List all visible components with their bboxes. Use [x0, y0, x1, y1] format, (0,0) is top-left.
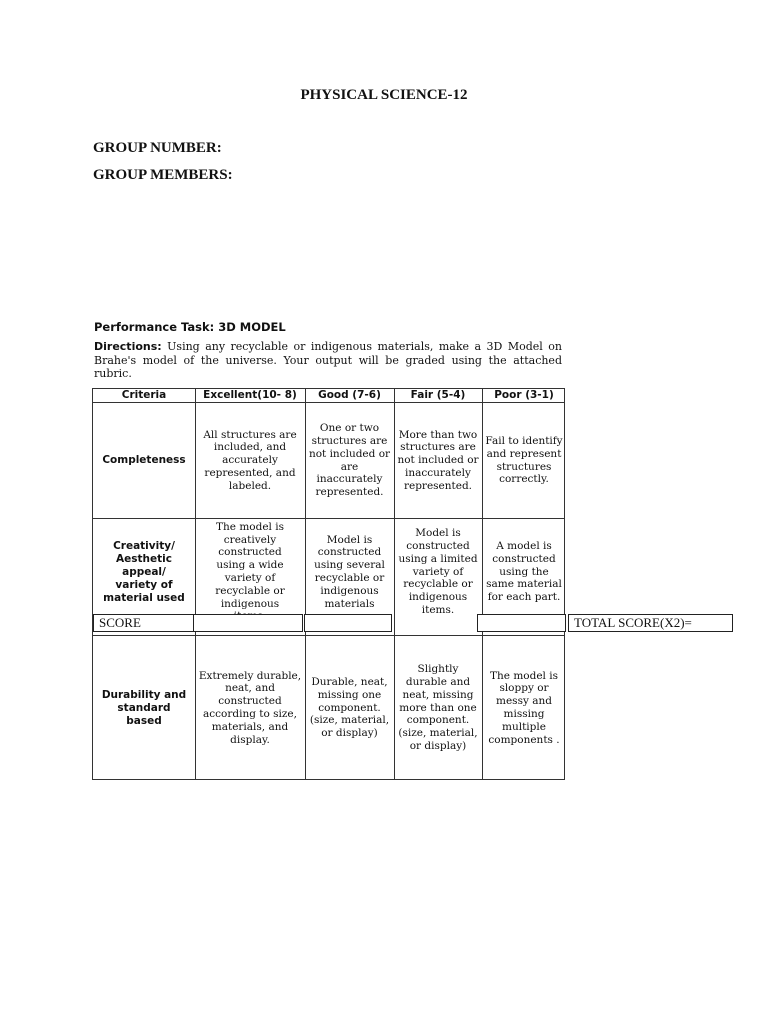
creativity-fair: Model is constructed using a limited variety of recyclable or indigenous items.: [398, 527, 478, 616]
criteria-durability: Durability and standard based: [101, 688, 187, 727]
page-title: PHYSICAL SCIENCE-12: [300, 87, 468, 103]
directions-label: Directions:: [94, 340, 162, 353]
header-poor: Poor (3-1): [494, 389, 554, 402]
criteria-creativity: Creativity/ Aesthetic appeal/ variety of material used: [103, 539, 185, 604]
durability-good: Durable, neat, missing one component. (size, material, or display): [309, 676, 390, 740]
score-cell-good[interactable]: [304, 614, 392, 632]
score-cell-excellent[interactable]: [193, 614, 303, 632]
durability-excellent: Extremely durable, neat, and constructed according to size, materials, and display.: [198, 669, 302, 746]
score-label-cell: SCORE: [93, 614, 194, 632]
completeness-excellent: All structures are included, and accurately represented, and labeled.: [203, 428, 297, 492]
group-number-label: GROUP NUMBER:: [93, 140, 222, 156]
group-members-label: GROUP MEMBERS:: [93, 167, 233, 183]
header-criteria: Criteria: [121, 389, 167, 402]
creativity-good: Model is constructed using several recyclable or indigenous materials: [314, 533, 385, 610]
completeness-poor: Fail to identify and represent structures correctly.: [485, 434, 563, 486]
score-cell-poor[interactable]: [477, 614, 566, 632]
task-directions: [94, 340, 562, 381]
criteria-completeness: Completeness: [102, 454, 186, 466]
task-title: Performance Task: 3D MODEL: [94, 320, 286, 334]
completeness-good: One or two structures are not included or are inaccurately represented.: [308, 422, 391, 499]
header-fair: Fair (5-4): [410, 389, 466, 402]
creativity-excellent: The model is creatively constructed using a wide variety of recyclable or indigenous: [215, 520, 285, 610]
durability-fair: Slightly durable and neat, missing more than one component. (size, material, or display): [398, 663, 478, 752]
creativity-poor: A model is constructed using the same material for each part.: [486, 540, 562, 604]
rubric-table: [92, 388, 565, 780]
directions-text: Using any recyclable or indigenous materials, make a 3D Model on Brahe's model of the universe. Your output will be graded using the attached rubric.: [94, 340, 562, 380]
durability-poor: The model is sloppy or messy and missing multiple components .: [488, 669, 560, 746]
header-excellent: Excellent(10- 8): [203, 389, 297, 402]
completeness-fair: More than two structures are not included or inaccurately represented.: [397, 428, 479, 492]
header-good: Good (7-6): [318, 389, 381, 402]
total-score-cell: TOTAL SCORE(X2)=: [568, 614, 733, 632]
